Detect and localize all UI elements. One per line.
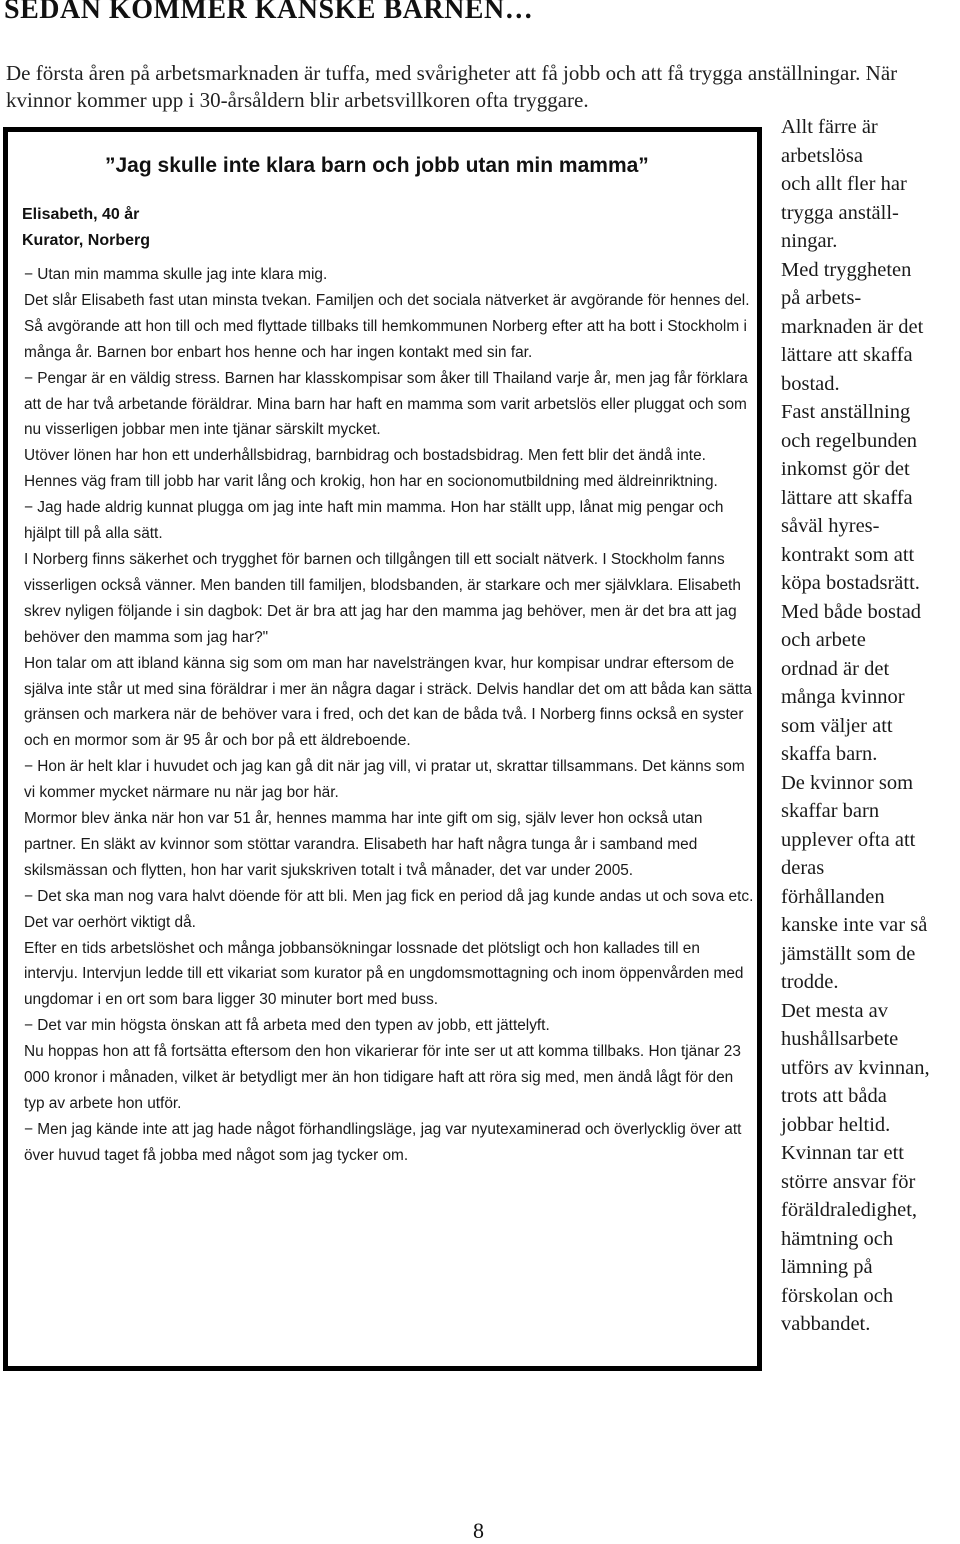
page-number: 8	[473, 1518, 484, 1543]
sidebar-line: förhållanden	[781, 885, 885, 908]
article-paragraph: Mormor blev änka när hon var 51 år, hennes mamma har inte gift om sig, själv lever hon också utan partner. En släkt av kvinnor som stöttar varandra. Elisabeth har haft några tunga år i samband med skilsmässan och flytten, hon har varit sjukskriven totalt i två månader, det var under 2005.	[24, 810, 703, 879]
sidebar-text	[781, 113, 960, 1339]
byline-name: Elisabeth, 40 år	[22, 206, 140, 223]
sidebar-line: utförs av kvinnan,	[781, 1056, 930, 1079]
sidebar-line: kanske inte var så	[781, 914, 928, 936]
sidebar-line: på arbets-	[781, 287, 862, 309]
article-paragraph: Hon talar om att ibland känna sig som om man har navelsträngen kvar, hur kompisar undrar eftersom de själva inte står ut med sina föräldrar i mer än några dagar i sträck. Delvis handlar det om att båda kan sätta gränsen och markera när de behöver vara i fred, och det kan de båda två. I Norberg finns också en syster och en mormor som är 95 år och bor på ett äldreboende.	[24, 654, 752, 750]
sidebar-line: Med tryggheten	[781, 258, 912, 281]
page-title: SEDAN KOMMER KANSKE BARNEN…	[4, 0, 534, 25]
sidebar-line: kontrakt som att	[781, 543, 915, 566]
article-body	[24, 262, 754, 1169]
sidebar-line: skaffa barn.	[781, 743, 878, 765]
sidebar-line: större ansvar för	[781, 1170, 916, 1193]
article-paragraph: I Norberg finns säkerhet och trygghet för barnen och tillgången till ett socialt nätverk. I Stockholm fanns visserligen också vänner. Men banden till familjen, blodsbanden, är starkare och mer självklara. Elisabeth skrev nyligen följande i sin dagbok: Det är bra att jag har den mamma jag behöver, men är det bra att jag behöver den mamma som jag har?"	[24, 550, 741, 646]
sidebar-line: jobbar heltid.	[781, 1113, 891, 1136]
article-paragraph: − Det ska man nog vara halvt döende för att bli. Men jag fick en period då jag kunde andas ut och sova etc. Det var oerhört viktigt då.	[24, 887, 754, 931]
sidebar-line: Fast anställning	[781, 401, 911, 423]
sidebar-line: många kvinnor	[781, 686, 905, 708]
sidebar-line: Med både bostad	[781, 600, 922, 623]
sidebar-line: såväl hyres-	[781, 515, 880, 537]
sidebar-line: deras	[781, 857, 825, 879]
sidebar-line: Kvinnan tar ett	[781, 1142, 904, 1164]
sidebar-line: De kvinnor som	[781, 771, 914, 794]
sidebar-line: hämtning och	[781, 1227, 894, 1250]
sidebar-line: och regelbunden	[781, 429, 918, 452]
sidebar-line: arbetslösa	[781, 144, 863, 167]
article-paragraph: Utöver lönen har hon ett underhållsbidrag, barnbidrag och bostadsbidrag. Men fett blir det ändå inte. Hennes väg fram till jobb har varit lång och krokig, hon har en socionomutbildning med äldreinriktning.	[24, 447, 718, 491]
sidebar-line: trygga anställ-	[781, 201, 899, 224]
sidebar-line: lättare att skaffa	[781, 344, 913, 366]
sidebar-line: jämställt som de	[781, 942, 916, 965]
article-paragraph: Nu hoppas hon att få fortsätta eftersom den hon vikarierar för inte ser ut att komma tillbaks. Hon tjänar 23 000 kronor i månaden, vilket är betydligt mer än hon tidigare haft att röra sig med, men ändå lågt för den typ av arbete hon utför.	[24, 1043, 741, 1112]
article-paragraph: − Jag hade aldrig kunnat plugga om jag inte haft min mamma. Hon har ställt upp, lånat mig pengar och hjälpt till på alla sätt.	[24, 499, 724, 543]
sidebar-line: marknaden är det	[781, 315, 924, 338]
article-paragraph: − Det var min högsta önskan att få arbeta med den typen av jobb, ett jättelyft.	[24, 1017, 550, 1035]
article-paragraph: − Men jag kände inte att jag hade något förhandlingsläge, jag var nyutexaminerad och överlycklig över att över huvud taget få jobba med något som jag tycker om.	[24, 1120, 742, 1164]
article-paragraph: − Pengar är en väldig stress. Barnen har klasskompisar som åker till Thailand varje år, men jag får förklara att de har två arbetande föräldrar. Mina barn har haft en mamma som varit arbetslös eller pluggat och som nu visserligen jobbar men inte tjänar särskilt mycket.	[24, 369, 748, 439]
sidebar-line: skaffar barn	[781, 800, 880, 822]
sidebar-line: trodde.	[781, 971, 839, 993]
sidebar-line: inkomst gör det	[781, 458, 910, 480]
sidebar-line: Det mesta av	[781, 999, 889, 1022]
article-box	[3, 127, 762, 1371]
sidebar-line: föräldraledighet,	[781, 1199, 918, 1221]
article-paragraph: Efter en tids arbetslöshet och många jobbansökningar lossnade det plötsligt och hon kallades till en intervju. Intervjun ledde till ett vikariat som kurator på en ungdomsmottagning och inom öppenvården med ungdomar i en ort som bara ligger 30 minuter bort med buss.	[24, 939, 744, 1009]
sidebar-line: bostad.	[781, 372, 840, 395]
sidebar-line: och arbete	[781, 629, 866, 651]
sidebar-line: Allt färre är	[781, 116, 878, 138]
sidebar-line: trots att båda	[781, 1085, 887, 1107]
sidebar-line: lämning på	[781, 1256, 873, 1278]
sidebar-line: ordnad är det	[781, 657, 890, 680]
sidebar-line: som väljer att	[781, 714, 893, 737]
article-heading: ”Jag skulle inte klara barn och jobb utan min mamma”	[105, 154, 649, 177]
intro-paragraph: De första åren på arbetsmarknaden är tuffa, med svårigheter att få jobb och att få trygga anställningar. När kvinnor kommer upp i 30-årsåldern blir arbetsvillkoren ofta tryggare.	[6, 61, 898, 112]
article-paragraph: Det slår Elisabeth fast utan minsta tvekan. Familjen och det sociala nätverket är avgörande för hennes del. Så avgörande att hon till och med flyttade tillbaks till hemkommunen Norberg efter att ha bott i Stockholm i många år. Barnen bor enbart hos henne och har ingen kontakt med sin far.	[24, 291, 750, 361]
sidebar-line: förskolan och	[781, 1284, 894, 1307]
article-paragraph: − Utan min mamma skulle jag inte klara mig.	[24, 266, 328, 283]
sidebar-line: ningar.	[781, 230, 838, 252]
sidebar-line: och allt fler har	[781, 173, 907, 195]
sidebar-line: hushållsarbete	[781, 1028, 899, 1050]
sidebar-line: upplever ofta att	[781, 828, 916, 851]
sidebar-line: vabbandet.	[781, 1313, 871, 1335]
byline	[22, 202, 150, 254]
byline-role: Kurator, Norberg	[22, 232, 151, 249]
article-paragraph: − Hon är helt klar i huvudet och jag kan gå dit när jag vill, vi pratar ut, skrattar tillsammans. Det känns som vi kommer mycket närmare nu när jag bor här.	[24, 758, 745, 802]
sidebar-line: köpa bostadsrätt.	[781, 572, 920, 594]
sidebar-line: lättare att skaffa	[781, 486, 913, 509]
